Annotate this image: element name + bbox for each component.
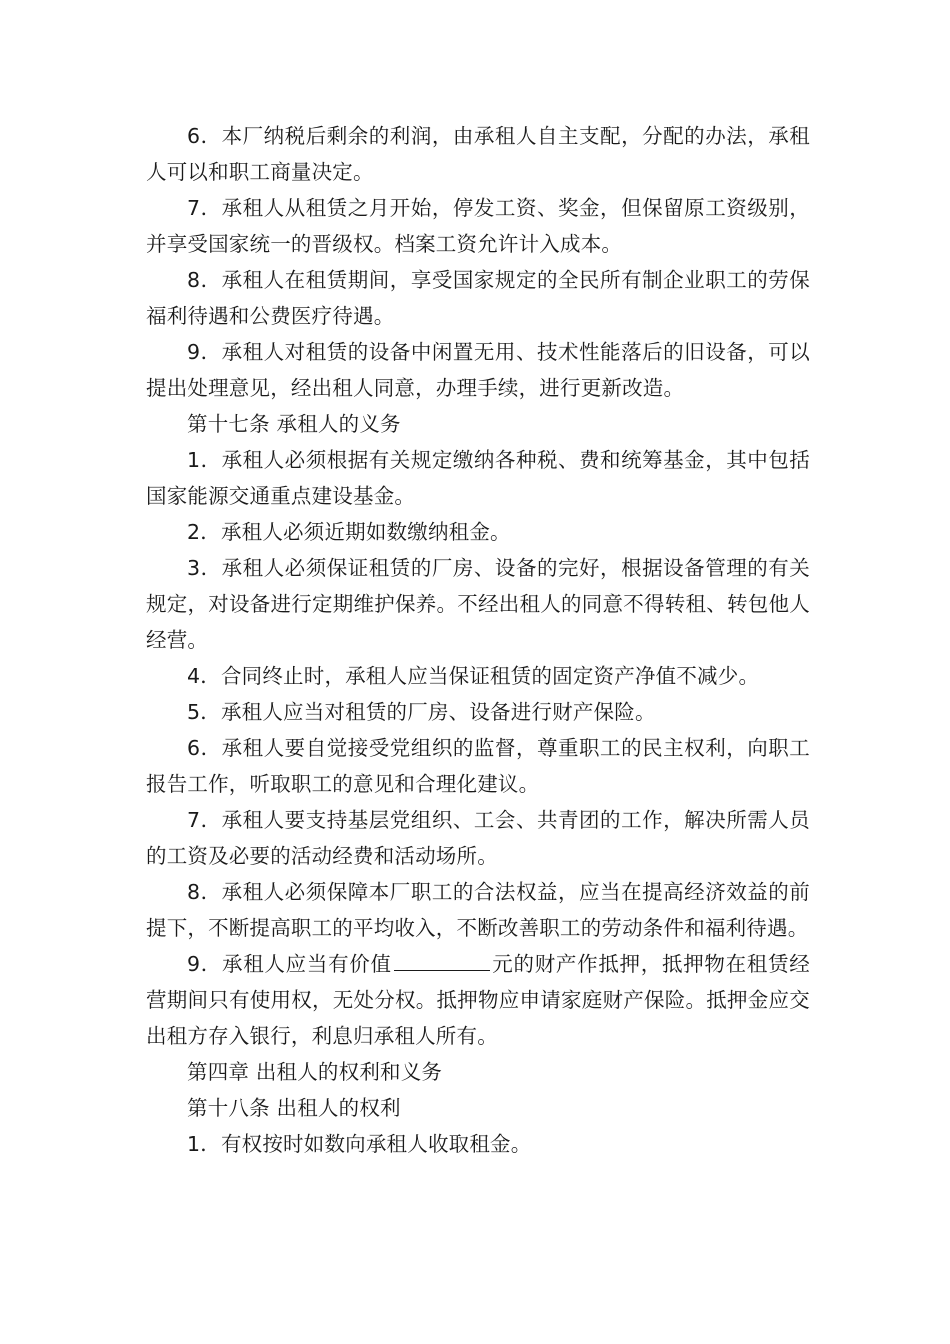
clause-paragraph: 9．承租人对租赁的设备中闲置无用、技术性能落后的旧设备，可以提出处理意见，经出租人同意，办理手续，进行更新改造。 xyxy=(146,340,810,400)
chapter-heading: 第四章 出租人的权利和义务 xyxy=(187,1060,443,1084)
clause-paragraph: 3．承租人必须保证租赁的厂房、设备的完好，根据设备管理的有关规定，对设备进行定期维护保养。不经出租人的同意不得转租、转包他人经营。 xyxy=(146,556,810,652)
clause-paragraph: 8．承租人必须保障本厂职工的合法权益，应当在提高经济效益的前提下，不断提高职工的平均收入，不断改善职工的劳动条件和福利待遇。 xyxy=(146,880,810,940)
clause-paragraph: 2．承租人必须近期如数缴纳租金。 xyxy=(187,520,511,544)
value-fill-in-blank xyxy=(394,948,490,971)
article-heading: 第十八条 出租人的权利 xyxy=(187,1096,401,1120)
clause-paragraph: 1．承租人必须根据有关规定缴纳各种税、费和统筹基金，其中包括国家能源交通重点建设基金。 xyxy=(146,448,810,508)
pledge-clause-paragraph xyxy=(146,946,810,1054)
document-body xyxy=(146,118,810,1162)
clause-paragraph: 7．承租人从租赁之月开始，停发工资、奖金，但保留原工资级别，并享受国家统一的晋级权。档案工资允许计入成本。 xyxy=(146,196,810,256)
article-heading: 第十七条 承租人的义务 xyxy=(187,412,401,436)
clause-paragraph: 7．承租人要支持基层党组织、工会、共青团的工作，解决所需人员的工资及必要的活动经费和活动场所。 xyxy=(146,808,810,868)
clause-paragraph: 1．有权按时如数向承租人收取租金。 xyxy=(187,1132,532,1156)
pledge-text-after: 元的财产作抵押，抵押物在租赁经营期间只有使用权，无处分权。抵押物应申请家庭财产保险。抵押金应交出租方存入银行，利息归承租人所有。 xyxy=(146,952,811,1048)
clause-paragraph: 6．承租人要自觉接受党组织的监督，尊重职工的民主权利，向职工报告工作，听取职工的意见和合理化建议。 xyxy=(146,736,810,796)
clause-paragraph: 4．合同终止时，承租人应当保证租赁的固定资产净值不减少。 xyxy=(187,664,760,688)
clause-paragraph: 8．承租人在租赁期间，享受国家规定的全民所有制企业职工的劳保福利待遇和公费医疗待遇。 xyxy=(146,268,810,328)
clause-paragraph: 6．本厂纳税后剩余的利润，由承租人自主支配，分配的办法，承租人可以和职工商量决定。 xyxy=(146,124,810,184)
pledge-text-before: 9．承租人应当有价值 xyxy=(187,952,392,976)
clause-paragraph: 5．承租人应当对租赁的厂房、设备进行财产保险。 xyxy=(187,700,656,724)
